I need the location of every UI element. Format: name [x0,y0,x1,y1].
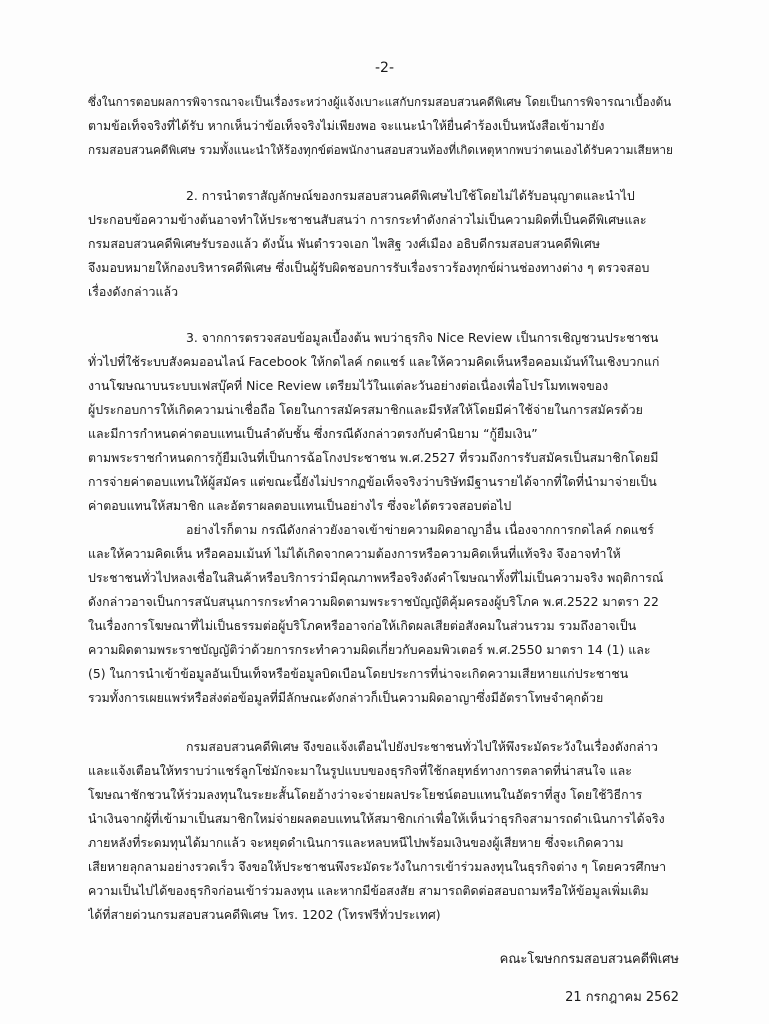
text-line: เสียหายลุกลามอย่างรวดเร็ว จึงขอให้ประชาชนพึงระมัดระวังในการเข้าร่วมลงทุนในธุรกิจต่าง ๆ โดยควรศึกษา [88,859,667,874]
text-line: ความเป็นไปได้ของธุรกิจก่อนเข้าร่วมลงทุน และหากมีข้อสงสัย สามารถติดต่อสอบถามหรือให้ข้อมูลเพิ่มเติม [88,883,649,898]
paragraph-other-offense [88,518,680,710]
text-line: การจ่ายค่าตอบแทนให้ผู้สมัคร แต่ขณะนี้ยังไม่ปรากฏข้อเท็จจริงว่าบริษัทมีฐานรายได้จากที่ใดที่นำมาจ่ายเป็น [88,474,657,489]
text-line: ประกอบข้อความข้างต้นอาจทำให้ประชาชนสับสนว่า การกระทำดังกล่าวไม่เป็นความผิดที่เป็นคดีพิเศษและ [88,212,647,227]
document-date: 21 กรกฎาคม 2562 [565,990,679,1005]
text-line: ค่าตอบแทนให้สมาชิก และอัตราผลตอบแทนเป็นอย่างไร ซึ่งจะได้ตรวจสอบต่อไป [88,498,512,513]
paragraph-intro [88,90,680,162]
text-line: รวมทั้งการเผยแพร่หรือส่งต่อข้อมูลที่มีลักษณะดังกล่าวก็เป็นความผิดอาญาซึ่งมีอัตราโทษจำคุกด้วย [88,690,604,705]
text-line: ผู้ประกอบการให้เกิดความน่าเชื่อถือ โดยในการสมัครสมาชิกและมีรหัสให้โดยมีค่าใช้จ่ายในการสมัครด้วย [88,402,643,417]
text-line: อย่างไรก็ตาม กรณีดังกล่าวยังอาจเข้าข่ายความผิดอาญาอื่น เนื่องจากการกดไลค์ กดแชร์ [186,522,654,537]
text-line: กรมสอบสวนคดีพิเศษ รวมทั้งแนะนำให้ร้องทุกข์ต่อพนักงานสอบสวนท้องที่เกิดเหตุหากพบว่าตนเองได้รับความเสียหาย [88,143,673,157]
paragraph-warning [88,735,680,927]
text-line: ได้ที่สายด่วนกรมสอบสวนคดีพิเศษ โทร. 1202 (โทรฟรีทั่วประเทศ) [88,907,441,922]
paragraph-item-3 [88,326,680,518]
text-line: ความผิดตามพระราชบัญญัติว่าด้วยการกระทำความผิดเกี่ยวกับคอมพิวเตอร์ พ.ศ.2550 มาตรา 14 (1) และ [88,642,651,657]
text-line: โฆษณาชักชวนให้ร่วมลงทุนในระยะสั้นโดยอ้างว่าจะจ่ายผลประโยชน์ตอบแทนในอัตราที่สูง โดยใช้วิธีการ [88,787,643,802]
text-line: 2. การนำตราสัญลักษณ์ของกรมสอบสวนคดีพิเศษไปใช้โดยไม่ได้รับอนุญาตและนำไป [186,188,635,203]
text-line: ดังกล่าวอาจเป็นการสนับสนุนการกระทำความผิดตามพระราชบัญญัติคุ้มครองผู้บริโภค พ.ศ.2522 มาตรา 22 [88,594,659,609]
text-line: งานโฆษณาบนระบบเฟสบุ๊คที่ Nice Review เตรียมไว้ในแต่ละวันอย่างต่อเนื่องเพื่อโปรโมทเพจของ [88,378,609,393]
text-line: ประชาชนทั่วไปหลงเชื่อในสินค้าหรือบริการว่ามีคุณภาพหรือจริงดังคำโฆษณาทั้งที่ไม่เป็นความจริง พฤติการณ์ [88,570,664,585]
page-number: -2- [374,60,394,76]
text-line: ตามข้อเท็จจริงที่ได้รับ หากเห็นว่าข้อเท็จจริงไม่เพียงพอ จะแนะนำให้ยื่นคำร้องเป็นหนังสือเข้ามายัง [88,118,605,133]
text-line: กรมสอบสวนคดีพิเศษรับรองแล้ว ดังนั้น พันตำรวจเอก ไพสิฐ วงศ์เมือง อธิบดีกรมสอบสวนคดีพิเศษ [88,236,601,251]
signature-line: คณะโฆษกกรมสอบสวนคดีพิเศษ [499,952,679,967]
text-line: (5) ในการนำเข้าข้อมูลอันเป็นเท็จหรือข้อมูลบิดเบือนโดยประการที่น่าจะเกิดความเสียหายแก่ประชาชน [88,666,629,681]
text-line: ภายหลังที่ระดมทุนได้มากแล้ว จะหยุดดำเนินการและหลบหนีไปพร้อมเงินของผู้เสียหาย ซึ่งจะเกิดความ [88,835,624,850]
paragraph-item-2 [88,184,680,304]
text-line: นำเงินจากผู้ที่เข้ามาเป็นสมาชิกใหม่จ่ายผลตอบแทนให้สมาชิกเก่าเพื่อให้เห็นว่าธุรกิจสามารถดำเนินการได้จริง [88,811,665,826]
text-line: ตามพระราชกำหนดการกู้ยืมเงินที่เป็นการฉ้อโกงประชาชน พ.ศ.2527 ที่รวมถึงการรับสมัครเป็นสมาชิกโดยมี [88,450,659,465]
text-line: และให้ความคิดเห็น หรือคอมเม้นท์ ไม่ได้เกิดจากความต้องการหรือความคิดเห็นที่แท้จริง จึงอาจทำให้ [88,546,621,561]
text-line: จึงมอบหมายให้กองบริหารคดีพิเศษ ซึ่งเป็นผู้รับผิดชอบการรับเรื่องราวร้องทุกข์ผ่านช่องทางต่าง ๆ ตรวจสอบ [88,260,650,275]
text-line: ทั่วไปที่ใช้ระบบสังคมออนไลน์ Facebook ให้กดไลค์ กดแชร์ และให้ความคิดเห็นหรือคอมเม้นท์ในเชิงบวกแก่ [88,354,660,369]
text-line: กรมสอบสวนคดีพิเศษ จึงขอแจ้งเตือนไปยังประชาชนทั่วไปให้พึงระมัดระวังในเรื่องดังกล่าว [186,739,658,754]
text-line: ในเรื่องการโฆษณาที่ไม่เป็นธรรมต่อผู้บริโภคหรืออาจก่อให้เกิดผลเสียต่อสังคมในส่วนรวม รวมถึงอาจเป็น [88,618,637,633]
text-line: 3. จากการตรวจสอบข้อมูลเบื้องต้น พบว่าธุรกิจ Nice Review เป็นการเชิญชวนประชาชน [186,330,659,345]
text-line: เรื่องดังกล่าวแล้ว [88,284,179,299]
text-line: และมีการกำหนดค่าตอบแทนเป็นลำดับชั้น ซึ่งกรณีดังกล่าวตรงกับคำนิยาม “กู้ยืมเงิน” [88,426,538,441]
text-line: ซึ่งในการตอบผลการพิจารณาจะเป็นเรื่องระหว่างผู้แจ้งเบาะแสกับกรมสอบสวนคดีพิเศษ โดยเป็นการพิจารณาเบื้องต้น [88,95,672,109]
text-line: และแจ้งเตือนให้ทราบว่าแชร์ลูกโซ่มักจะมาในรูปแบบของธุรกิจที่ใช้กลยุทธ์ทางการตลาดที่น่าสนใจ และ [88,763,632,778]
